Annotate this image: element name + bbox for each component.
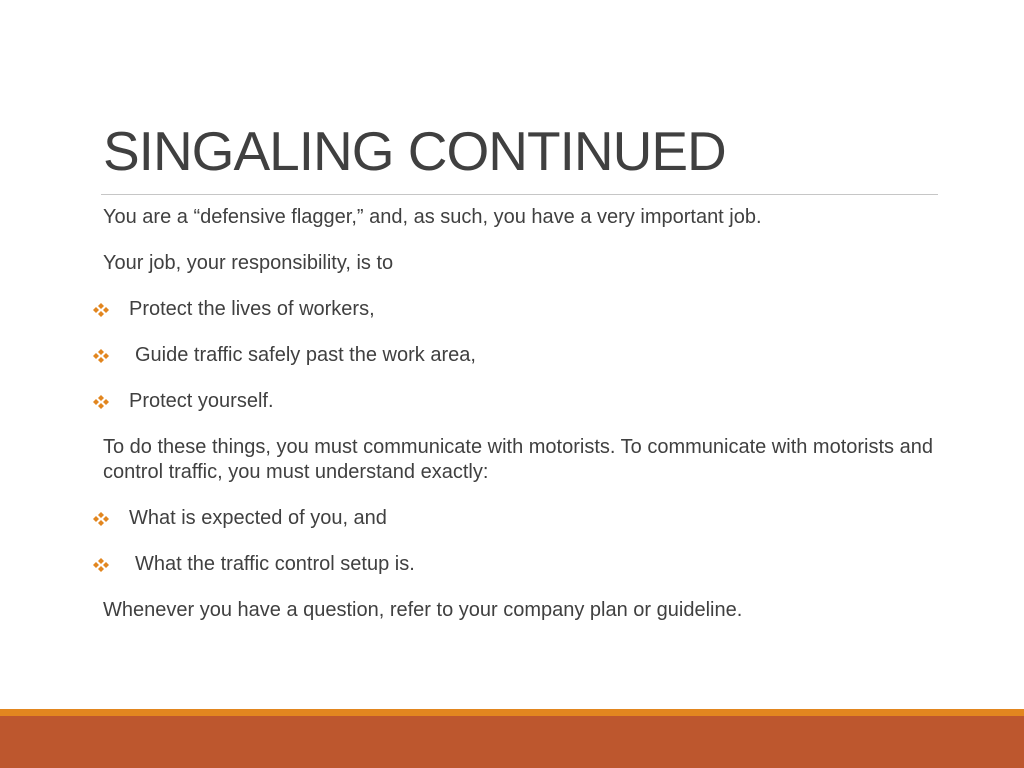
bullet-text: What is expected of you, and bbox=[129, 507, 387, 529]
closing-paragraph: Whenever you have a question, refer to your company plan or guideline. bbox=[103, 599, 743, 621]
four-diamond-bullet-icon bbox=[93, 303, 109, 317]
four-diamond-bullet-icon bbox=[93, 558, 109, 572]
four-diamond-bullet-icon bbox=[93, 349, 109, 363]
footer-band bbox=[0, 716, 1024, 768]
four-diamond-bullet-icon bbox=[93, 395, 109, 409]
bullet-item bbox=[0, 552, 1024, 577]
communicate-paragraph: To do these things, you must communicate with motorists. To communicate with motorists and control traffic, you must understand exactly: bbox=[103, 436, 933, 483]
bullet-text: What the traffic control setup is. bbox=[135, 553, 415, 575]
bullet-item bbox=[0, 506, 1024, 531]
bullet-text: Protect yourself. bbox=[129, 390, 274, 412]
job-lead-paragraph: Your job, your responsibility, is to bbox=[103, 252, 394, 274]
bullet-item bbox=[0, 343, 1024, 368]
intro-paragraph: You are a “defensive flagger,” and, as such, you have a very important job. bbox=[103, 206, 762, 228]
title-divider bbox=[101, 194, 938, 195]
bullet-item bbox=[0, 389, 1024, 414]
footer-accent-stripe bbox=[0, 709, 1024, 716]
four-diamond-bullet-icon bbox=[93, 512, 109, 526]
bullet-item bbox=[0, 297, 1024, 322]
bullet-text: Protect the lives of workers, bbox=[129, 298, 375, 320]
slide-body bbox=[0, 205, 1024, 623]
bullet-text: Guide traffic safely past the work area, bbox=[135, 344, 476, 366]
slide-title: SINGALING CONTINUED bbox=[103, 120, 726, 182]
